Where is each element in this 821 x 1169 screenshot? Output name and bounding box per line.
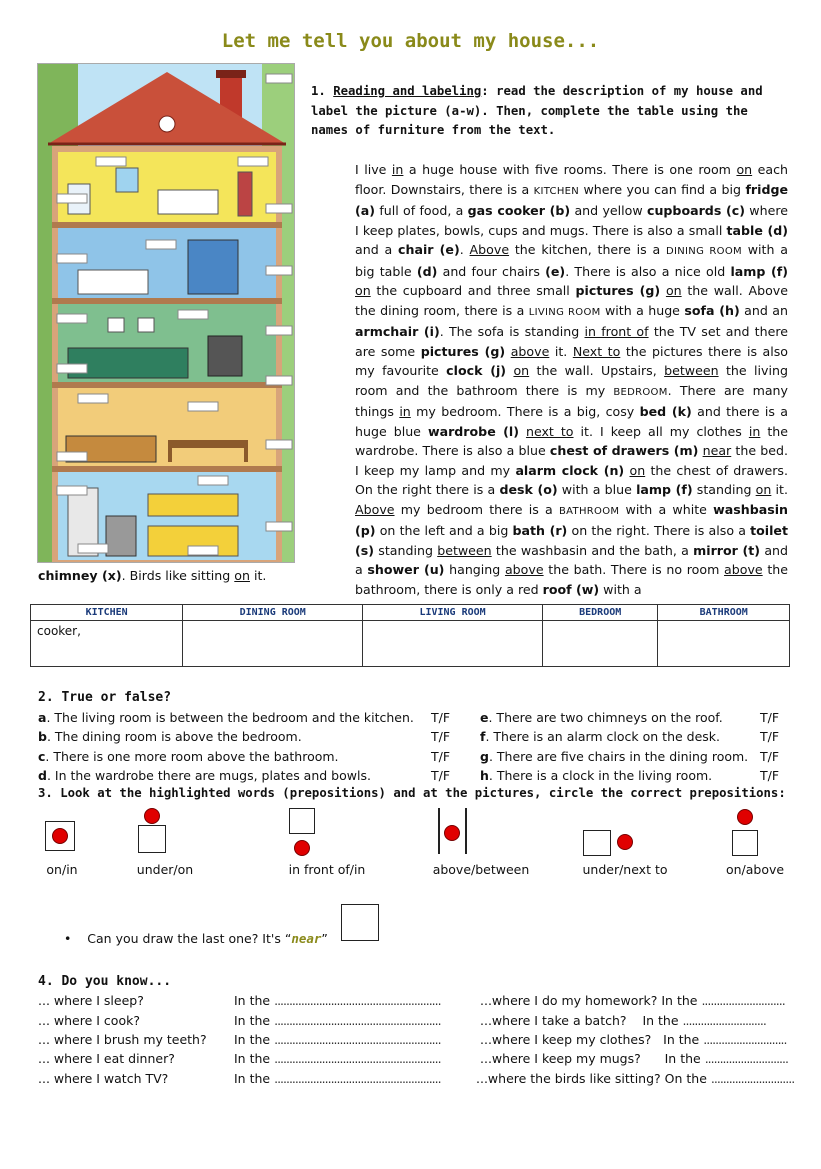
answer-left-3[interactable]: In the ........................................................ [234, 1032, 441, 1047]
tf-item-b: b. The dining room is above the bedroom. [38, 729, 302, 744]
question-left-5: ... where I watch TV? [38, 1071, 169, 1086]
tf-item-c: c. There is one more room above the bathroom. [38, 749, 339, 764]
prep-line-right [465, 808, 467, 854]
section1-heading-underlined: Reading and labeling [333, 84, 482, 98]
section3-heading: 3. Look at the highlighted words (prepositions) and at the pictures, circle the correct prepositions: [38, 786, 786, 800]
prep-label-on-in[interactable]: on/in [46, 862, 78, 877]
house-illustration [37, 63, 295, 563]
question-right-3: ...where I keep my clothes? In the ............................ [480, 1032, 787, 1047]
tf-item-g: g. There are five chairs in the dining room. [480, 749, 749, 764]
prep-dot-in-front-of [294, 840, 310, 856]
table-header-living-room: LIVING ROOM [363, 605, 543, 621]
tf-mark-f[interactable]: T/F [760, 729, 780, 744]
question-left-3: ... where I brush my teeth? [38, 1032, 207, 1047]
prep-box-under-on [138, 825, 166, 853]
prep-label-under-next-to[interactable]: under/next to [582, 862, 668, 877]
prep-label-in-front-of-in[interactable]: in front of/in [288, 862, 366, 877]
tf-item-e: e. There are two chimneys on the roof. [480, 710, 723, 725]
table-cell-living-room[interactable] [363, 621, 543, 667]
prep-box-above [732, 830, 758, 856]
table-cell-bathroom[interactable] [658, 621, 790, 667]
tf-mark-e[interactable]: T/F [760, 710, 780, 725]
near-word: near [291, 931, 322, 946]
prep-dot-under-on [144, 808, 160, 824]
question-left-2: ... where I cook? [38, 1013, 140, 1028]
prep-label-above-between[interactable]: above/between [432, 862, 530, 877]
section4-heading: 4. Do you know... [38, 974, 172, 989]
draw-box[interactable] [341, 904, 379, 941]
prep-dot-next-to [617, 834, 633, 850]
answer-left-1[interactable]: In the ........................................................ [234, 993, 441, 1008]
answer-left-5[interactable]: In the ........................................................ [234, 1071, 441, 1086]
tf-mark-c[interactable]: T/F [431, 749, 451, 764]
table-header-bedroom: BEDROOM [542, 605, 657, 621]
prep-label-under-on[interactable]: under/on [136, 862, 194, 877]
prep-dot-between [444, 825, 460, 841]
prep-dot-on-in [52, 828, 68, 844]
section2-heading: 2. True or false? [38, 690, 172, 705]
prep-dot-above [737, 809, 753, 825]
prep-label-on-above[interactable]: on/above [725, 862, 785, 877]
answer-left-4[interactable]: In the ........................................................ [234, 1051, 441, 1066]
tf-mark-h[interactable]: T/F [760, 768, 780, 783]
tf-item-a: a. The living room is between the bedroom and the kitchen. [38, 710, 414, 725]
table-cell-dining-room[interactable] [183, 621, 363, 667]
reading-text: I live in a huge house with five rooms. There is one room on each floor. Downstairs, there is a KITCHEN where you can find a big fridge (a) full of food, a gas cooker (b) and yellow cupboards (c) where I keep plates, bowls, cups and mugs. There is also a small table (d) and a chair (e). Above the kitchen, there is a DINING ROOM with a big table (d) and four chairs (e). There is also a nice old lamp (f) on the cupboard and three small pictures (g) on the wall. Above the dining room, there is a LIVING ROOM with a huge sofa (h) and an armchair (i). The sofa is standing in front of the TV set and there are some pictures (g) above it. Next to the pictures there is also my favourite clock (j) on the wall. Upstairs, between the living room and the bathroom there is my BEDROOM. There are many things in my bedroom. There is a big, cosy bed (k) and there is a huge blue wardrobe (l) next to it. I keep all my clothes in the wardrobe. There is also a blue chest of drawers (m) near the bed. I keep my lamp and my alarm clock (n) on the chest of drawers. On the right there is a desk (o) with a blue lamp (f) standing on it. Above my bedroom there is a BATHROOM with a white washbasin (p) on the left and a big bath (r) on the right. There is also a toilet (s) standing between the washbasin and the bath, a mirror (t) and a shower (u) hanging above the bath. There is no room above the bathroom, there is only a red roof (w) with a [355, 162, 789, 597]
table-header-kitchen: KITCHEN [31, 605, 183, 621]
question-right-5: ...where the birds like sitting? On the ............................ [476, 1071, 795, 1086]
tf-mark-a[interactable]: T/F [431, 710, 451, 725]
reading-text-end: chimney (x). Birds like sitting on it. [38, 568, 267, 583]
draw-prompt: • Can you draw the last one? It's “near” [64, 931, 328, 946]
prep-box-next-to [583, 830, 611, 856]
question-right-4: ...where I keep my mugs? In the ............................ [480, 1051, 788, 1066]
answer-left-2[interactable]: In the ........................................................ [234, 1013, 441, 1028]
tf-mark-d[interactable]: T/F [431, 768, 451, 783]
tf-mark-b[interactable]: T/F [431, 729, 451, 744]
table-header-bathroom: BATHROOM [658, 605, 790, 621]
section1-heading-rest: : read the description of my house and label the picture (a-w). Then, complete the table using the names of furniture from the text. [311, 84, 763, 137]
question-right-1: ...where I do my homework? In the ............................ [480, 993, 785, 1008]
tf-mark-g[interactable]: T/F [760, 749, 780, 764]
question-right-2: ...where I take a batch? In the ............................ [480, 1013, 766, 1028]
section1-num: 1. [311, 84, 326, 98]
section1-heading [311, 82, 781, 141]
furniture-table [30, 604, 790, 667]
question-left-1: ... where I sleep? [38, 993, 144, 1008]
table-header-dining-room: DINING ROOM [183, 605, 363, 621]
tf-item-d: d. In the wardrobe there are mugs, plates and bowls. [38, 768, 371, 783]
table-cell-kitchen[interactable]: cooker, [31, 621, 183, 667]
question-left-4: ... where I eat dinner? [38, 1051, 175, 1066]
table-cell-bedroom[interactable] [542, 621, 657, 667]
prep-box-in-front-of [289, 808, 315, 834]
prep-line-left [438, 808, 440, 854]
bullet-icon: • [64, 931, 88, 946]
page-title: Let me tell you about my house... [221, 30, 600, 52]
tf-item-f: f. There is an alarm clock on the desk. [480, 729, 721, 744]
tf-item-h: h. There is a clock in the living room. [480, 768, 713, 783]
